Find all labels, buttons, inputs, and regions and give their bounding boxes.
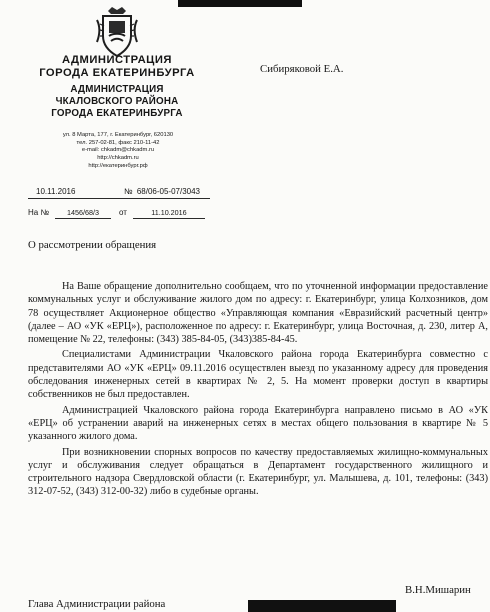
recipient-name: Сибиряковой Е.А. (260, 63, 344, 75)
signatory-name: В.Н.Мишарин (405, 584, 471, 596)
body-paragraph: На Ваше обращение дополнительно сообщаем, что по уточненной информации предоставление коммунальных услуг и обслуживание жилого дом по адресу: г. Екатеринбург, улица Колхозников, дом 78 осуществляет Акционерное общество «Управляющая компания «Евразийский расчетный центр» (далее – АО «УК «ЕРЦ»), расположенное по адресу: г. Екатеринбург, улица Восточная, д. 230, литер А, помещение № 22, телефоны: (343) 385-84-05, (343)385-84-45. (28, 281, 488, 346)
reply-prefix: На № (28, 208, 50, 217)
signatory-position: Глава Администрации района (28, 598, 166, 610)
admin-city-line: ГОРОДА ЕКАТЕРИНБУРГА (39, 67, 195, 79)
letter-subject: О рассмотрении обращения (28, 239, 157, 251)
body-paragraph: При возникновении спорных вопросов по качеству предоставляемых жилищно-коммунальных услуг и обслуживания следует обращаться в Департамент государственного жилищного и строительного надзора Свердловской области (г. Екатеринбург, ул. Малышева, д. 101, телефоны: (343) 312-07-52, (343) 312-00-32) либо в судебные органы. (28, 446, 488, 498)
admin-district-line: ГОРОДА ЕКАТЕРИНБУРГА (51, 108, 183, 119)
bottom-dark-strip (248, 600, 396, 612)
registration-line (28, 198, 210, 199)
contact-details (48, 132, 188, 171)
phone-fax-line: тел. 257-02-81, факс 210-11-42 (76, 139, 160, 146)
number-prefix: № (124, 187, 133, 196)
reply-reference (28, 208, 205, 219)
top-dark-strip (178, 0, 302, 7)
outgoing-date: 10.11.2016 (36, 187, 76, 196)
site-line: http://chkadm.ru (97, 155, 139, 162)
reply-date: 11.10.2016 (133, 208, 205, 219)
outgoing-number (124, 187, 200, 197)
admin-city-line: АДМИНИСТРАЦИЯ (62, 54, 172, 66)
reply-number: 1456/68/3 (55, 208, 111, 219)
body-paragraph: Специалистами Администрации Чкаловского района города Екатеринбурга совместно с представителями АО «УК «ЕРЦ» 09.11.2016 осуществлен выезд по указанному адресу для проведения обследования инженерных сетей в квартирах № 2, 5. На момент проверки доступ в квартиры собственников не был предоставлен. (28, 349, 488, 401)
site-line: http://екатеринбург.рф (88, 162, 148, 169)
coat-of-arms-icon (94, 6, 140, 58)
admin-district-line: ЧКАЛОВСКОГО РАЙОНА (55, 96, 179, 107)
sender-header (24, 54, 210, 120)
reply-from-label: от (119, 208, 127, 217)
admin-district-line: АДМИНИСТРАЦИЯ (70, 84, 164, 95)
email-line: e-mail: chkadm@chkadm.ru (81, 147, 155, 154)
letter-body (28, 280, 488, 499)
outgoing-number-value: 68/06-05-07/3043 (136, 187, 200, 196)
body-paragraph: Администрацией Чкаловского района города Екатеринбурга направлено письмо в АО «УК «ЕРЦ» об устранении аварий на инженерных сетях в местах общего пользования в квартире № 5 указанного жилого дома. (28, 404, 488, 443)
address-line: ул. 8 Марта, 177, г. Екатеринбург, 620130 (62, 132, 174, 138)
admin-city-title (24, 54, 210, 80)
admin-district-title (24, 84, 210, 120)
